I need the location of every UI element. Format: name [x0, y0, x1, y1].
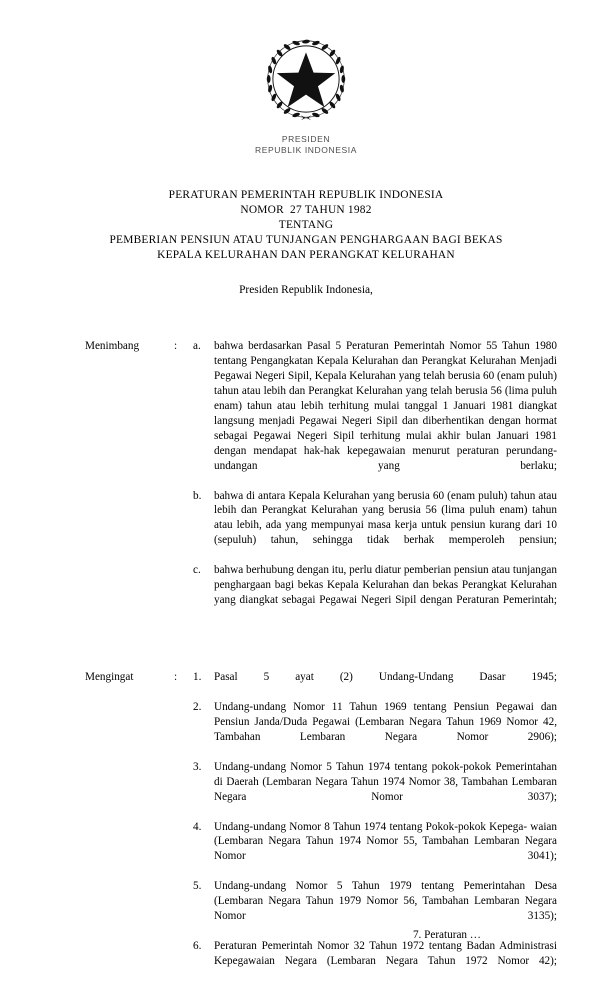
clause-marker: b. — [193, 489, 202, 502]
document-header — [0, 36, 612, 156]
section-mengingat-label: Mengingat — [85, 671, 134, 683]
clause-text: bahwa berhubung dengan itu, perlu diatur pemberian pensiun atau tunjangan penghargaan bagi bekas Kepala Kelurahan dan bekas Perangkat Kelurahan yang diangkat sebagai Pegawai Negeri Sipil dengan Peraturan Pemerintah; — [214, 564, 557, 607]
list-item — [193, 563, 557, 623]
clause-marker: 2. — [193, 700, 202, 713]
title-line-tentang: TENTANG — [278, 218, 334, 231]
section-menimbang — [85, 339, 557, 623]
list-item — [193, 760, 557, 820]
clause-text: Undang-undang Nomor 5 Tahun 1974 tentang pokok-pokok Pemerintahan di Daerah (Lembaran Negara Tahun 1974 Nomor 38, Tambahan Lembaran Negara Nomor 3037); — [214, 760, 557, 803]
title-line-regulation: PERATURAN PEMERINTAH REPUBLIK INDONESIA — [168, 189, 444, 201]
section-menimbang-items — [193, 339, 557, 623]
star-laurel-wreath-emblem — [263, 36, 349, 122]
clause-text: Peraturan Pemerintah Nomor 32 Tahun 1972 tentang Badan Administrasi Kepegawaian Negara (Lembaran Negara Tahun 1972 Nomor 42); — [214, 940, 557, 968]
list-item — [193, 489, 557, 564]
clause-text: Pasal 5 ayat (2) Undang-Undang Dasar 1945; — [214, 671, 557, 683]
section-menimbang-label: Menimbang — [85, 340, 140, 352]
list-item — [193, 670, 557, 700]
clause-marker: 3. — [193, 760, 202, 773]
clause-marker: 1. — [193, 671, 202, 683]
list-item — [193, 820, 557, 880]
list-item — [193, 700, 557, 760]
clause-marker: a. — [193, 340, 201, 352]
section-menimbang-colon: : — [174, 340, 178, 352]
emblem-caption-line1: PRESIDEN — [281, 134, 331, 144]
clause-text: Undang-undang Nomor 8 Tahun 1974 tentang Pokok-pokok Kepega- waian (Lembaran Negara Tahun 1974 Nomor 55, Tambahan Lembaran Negara Nomor 3041); — [214, 820, 557, 863]
clause-text: Undang-undang Nomor 11 Tahun 1969 tentang Pensiun Pegawai dan Pensiun Janda/Duda Pegawai (Lembaran Negara Tahun 1969 Nomor 42, Tambahan Lembaran Negara Nomor 2906); — [214, 700, 557, 743]
clause-marker: 6. — [193, 940, 202, 953]
emblem-caption — [0, 134, 612, 156]
clause-text: bahwa di antara Kepala Kelurahan yang berusia 60 (enam puluh) tahun atau lebih dan Perangkat Kelurahan yang berusia 56 (lima puluh enam) tahun atau lebih, ada yang mempunyai masa kerja untuk pensiun kurang dari 10 (sepuluh) tahun, sehingga tidak berhak memperoleh pensiun; — [214, 489, 557, 547]
emblem-caption-line2: REPUBLIK INDONESIA — [255, 145, 357, 156]
title-line-subject-1: PEMBERIAN PENSIUN ATAU TUNJANGAN PENGHARGAAN BAGI BEKAS — [109, 233, 503, 246]
clause-marker: 4. — [193, 820, 202, 833]
clause-text: Undang-undang Nomor 5 Tahun 1979 tentang Pemerintahan Desa (Lembaran Negara Tahun 1979 Nomor 56, Tambahan Lembaran Negara Nomor 3135); — [214, 880, 557, 923]
page-continuation-note: 7. Peraturan … — [412, 929, 481, 941]
clause-text: bahwa berdasarkan Pasal 5 Peraturan Pemerintah Nomor 55 Tahun 1980 tentang Pengangkatan Kepala Kelurahan dan Perangkat Kelurahan Menjadi Pegawai Negeri Sipil, Kepala Kelurahan yang telah berusia 60 (enam puluh) tahun atau lebih dan Perangkat Kelurahan yang telah berusia 56 (lima puluh enam) tahun atau lebih terhitung mulai tanggal 1 Januari 1981 diangkat langsung menjadi Pegawai Negeri Sipil dan diberhentikan dengan hormat sebagai Pegawai Negeri Sipil terhitung mulai akhir bulan Januari 1981 dengan mendapat hak-hak kepegawaian menurut peraturan perundang-undangan yang berlaku; — [214, 340, 557, 472]
opening-line: Presiden Republik Indonesia, — [239, 284, 373, 296]
title-line-subject-2: KEPALA KELURAHAN DAN PERANGKAT KELURAHAN — [157, 248, 455, 261]
page-title — [56, 188, 556, 263]
list-item — [193, 339, 557, 489]
clause-marker: c. — [193, 564, 201, 577]
list-item — [193, 939, 557, 984]
clause-marker: 5. — [193, 880, 202, 893]
title-line-number: NOMOR 27 TAHUN 1982 — [240, 203, 372, 216]
section-mengingat-colon: : — [174, 671, 178, 683]
